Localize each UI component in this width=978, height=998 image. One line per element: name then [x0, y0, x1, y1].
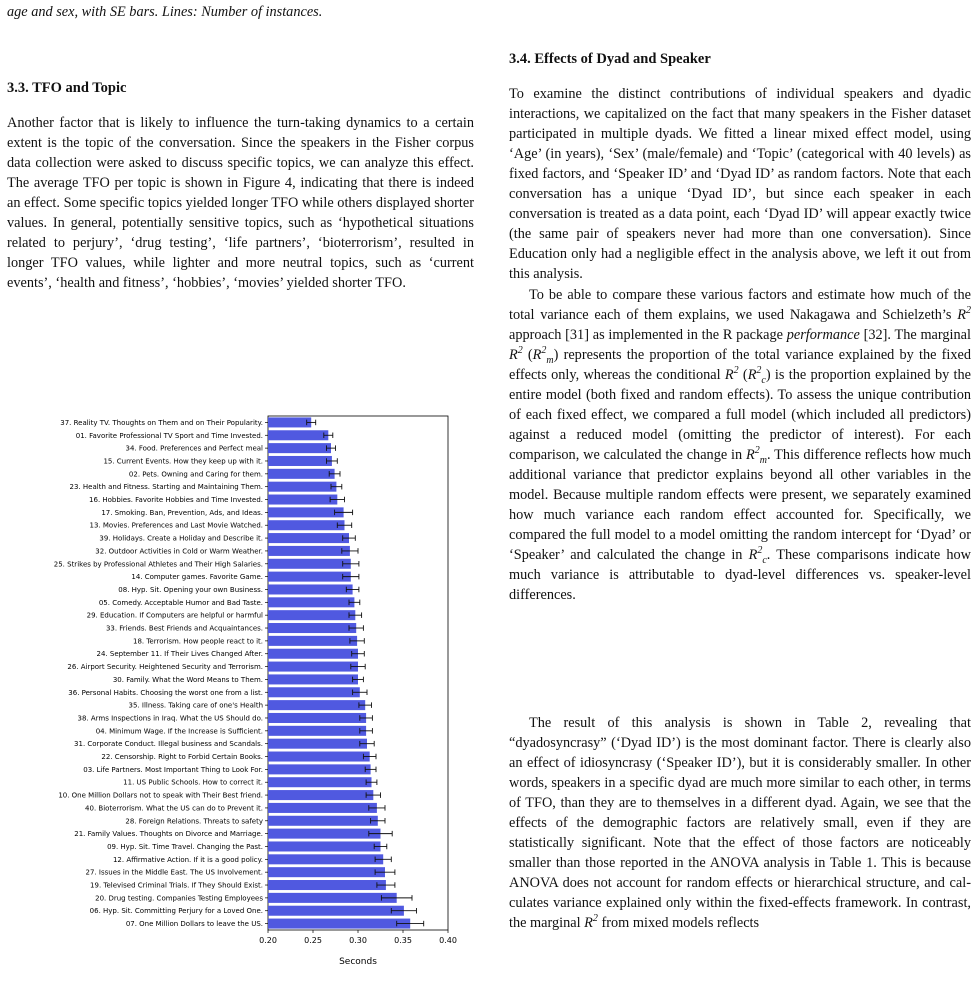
- bar: [268, 507, 344, 517]
- package-name: performance: [786, 327, 860, 343]
- bar: [268, 777, 372, 787]
- bar: [268, 906, 404, 916]
- bar: [268, 713, 366, 723]
- bar: [268, 533, 349, 543]
- bar: [268, 893, 397, 903]
- x-tick-label: 0.25: [304, 936, 322, 945]
- paragraph-dyad-speaker-3: [509, 713, 971, 933]
- bar: [268, 867, 385, 877]
- category-label: 01. Favorite Professional TV Sport and Time Invested.: [75, 431, 263, 440]
- category-label: 38. Arms Inspections in Iraq. What the US Should do.: [77, 714, 263, 723]
- r2-symbol-marginal: $R^2$: [509, 345, 523, 363]
- category-label: 25. Strikes by Professional Athletes and Their High Salaries.: [53, 560, 263, 569]
- category-label: 19. Televised Criminal Trials. If They Should Exist.: [90, 881, 263, 890]
- category-label: 40. Bioterrorism. What the US can do to Prevent it.: [85, 804, 263, 813]
- category-label: 12. Affirmative Action. If it is a good policy.: [112, 855, 263, 864]
- paragraph-dyad-speaker-2: To be able to compare these various factors and estimate how much of the total variance each of them explains, we used Nakagawa and Schielzeth’s $R^2$ approach [31] as implemented in the R package performance [32]. The marginal $R^2$ $(R^2_m)$ represents the proportion of the total variance explained by the fixed effects only, whereas the conditional $R^2$ $(R^2_c)$ is the proportion explained by the entire model (both fixed and random effects). To assess the unique contribution of each fixed effect, we compared a full model (which included all predictors) against a reduced model (omitting the predictor of interest). For each comparison, we calculated the change in $R^2_m$. This difference reflects how much additional variance that predictor explains beyond all other variables in the model. Because multiple random effects were present, we separately examined how much variance each random effect accounted for. Specifically, we compared the full model to a model omitting the random intercept for ‘Dyad’ or ‘Speaker’ and calculated the change in $R^2_c$. These comparisons indicate how much variance is attributable to dyad-level differences vs. speaker-level differences.: [509, 287, 971, 603]
- category-label: 21. Family Values. Thoughts on Divorce and Marriage.: [74, 830, 263, 839]
- bar: [268, 469, 335, 479]
- category-label: 17. Smoking. Ban, Prevention, Ads, and Ideas.: [101, 508, 263, 517]
- plot-frame: [268, 416, 448, 930]
- r2-symbol: $R^2$: [957, 305, 971, 323]
- category-label: 32. Outdoor Activities in Cold or Warm Weather.: [95, 547, 263, 556]
- category-label: 23. Health and Fitness. Starting and Maintaining Them.: [69, 483, 263, 492]
- bar: [268, 726, 366, 736]
- p2-text-f: . This difference reflects how much additional variance that predictor explains beyond all other variables in the model. Because multiple random effects were present, we separately examined how much variance each random effect accounted for. Specifically, we compared the full model to a model omitting the random intercept for ‘Dyad’ or ‘Speaker’ and calculated the change in: [509, 447, 971, 563]
- bar: [268, 546, 350, 556]
- category-label: 20. Drug testing. Companies Testing Employees: [95, 894, 263, 903]
- tfo-by-topic-bar-chart: [0, 398, 490, 998]
- category-label: 37. Reality TV. Thoughts on Them and on Their Popularity.: [60, 418, 263, 427]
- bar: [268, 559, 351, 569]
- bar: [268, 495, 337, 505]
- bar: [268, 674, 358, 684]
- p3-tail: from mixed models reflects: [597, 915, 760, 931]
- p2-text-b: approach [31] as implemented in the R package: [509, 327, 787, 343]
- category-label: 18. Terrorism. How people react to it.: [132, 637, 263, 646]
- bar: [268, 803, 377, 813]
- bar: [268, 482, 336, 492]
- bar: [268, 764, 371, 774]
- bar: [268, 841, 381, 851]
- bar: [268, 752, 370, 762]
- r2m-symbol-tail: $R^2$: [584, 913, 598, 931]
- bar: [268, 430, 328, 440]
- category-label: 13. Movies. Preferences and Last Movie Watched.: [89, 521, 263, 530]
- x-tick-label: 0.20: [259, 936, 277, 945]
- bar: [268, 687, 360, 697]
- bar: [268, 456, 332, 466]
- category-labels-group: [54, 419, 268, 928]
- bar: [268, 610, 355, 620]
- bar: [268, 880, 386, 890]
- category-label: 33. Friends. Best Friends and Acquaintances.: [105, 624, 263, 633]
- p2-text-e: is the proportion explained by the entire model (both fixed and random effects). To assess the unique contribution of each fixed effect, we compared a full model (which included all predictors) against a reduced model (omitting the predictor of interest). For each comparison, we calculated the change in: [509, 367, 971, 463]
- category-label: 30. Family. What the Word Means to Them.: [112, 675, 263, 684]
- category-label: 28. Foreign Relations. Threats to safety: [125, 817, 263, 826]
- bar: [268, 636, 357, 646]
- bar: [268, 520, 345, 530]
- x-axis-label: Seconds: [339, 957, 377, 967]
- bar: [268, 417, 311, 427]
- bar: [268, 623, 356, 633]
- category-label: 09. Hyp. Sit. Time Travel. Changing the Past.: [107, 842, 263, 851]
- x-tick-label: 0.40: [439, 936, 457, 945]
- bar: [268, 790, 373, 800]
- category-label: 39. Holidays. Create a Holiday and Describe it.: [99, 534, 263, 543]
- paragraph-dyad-speaker-1: To examine the distinct contributions of individual speakers and dyadic interactions, we capitalized on the fact that many speakers in the Fisher dataset participated in multiple dyads. We fitted a linear mixed effect model, using ‘Age’ (in years), ‘Sex’ (male/female) and ‘Topic’ (categorical with 40 levels) as fixed factors, and ‘Speaker ID’ and ‘Dyad ID’ as random factors. Note that each conversation has a unique ‘Dyad ID’, but since each speaker in each conversation is treated as a data point, each ‘Dyad ID’ will appear exactly twice (the same pair of speakers never had more than one conversation). Since Education only had a negligible effect in the analysis above, we left it out from this analysis.: [509, 86, 971, 282]
- p2-text-c: [32]. The marginal: [859, 327, 971, 343]
- p2-text-g: . These comparisons indicate how much variance is attributable to dyad-level differences vs. speaker-level differences.: [509, 547, 971, 603]
- category-label: 26. Airport Security. Heightened Security and Terrorism.: [67, 663, 263, 672]
- category-label: 22. Censorship. Right to Forbid Certain Books.: [101, 753, 263, 762]
- category-label: 04. Minimum Wage. If the Increase is Sufficient.: [95, 727, 263, 736]
- category-label: 27. Issues in the Middle East. The US Involvement.: [85, 868, 263, 877]
- x-tick-label: 0.35: [394, 936, 412, 945]
- bar: [268, 700, 365, 710]
- r2m-symbol-change: $R^2_m$: [745, 445, 767, 466]
- bar: [268, 584, 353, 594]
- category-label: 02. Pets. Owning and Caring for them.: [128, 470, 263, 479]
- category-label: 03. Life Partners. Most Important Thing to Look For.: [83, 765, 263, 774]
- category-label: 31. Corporate Conduct. Illegal business and Scandals.: [74, 740, 263, 749]
- r2c-symbol: $R^2_c$: [747, 365, 766, 386]
- bar: [268, 919, 410, 929]
- p2-text-d: represents the proportion of the total variance explained by the fixed effects only, whereas the conditional: [509, 347, 971, 383]
- r2-symbol-conditional: $R^2$: [724, 365, 739, 383]
- figure-caption-tail: age and sex, with SE bars. Lines: Number of instances.: [7, 4, 323, 20]
- bar: [268, 443, 331, 453]
- category-label: 10. One Million Dollars not to speak with Their Best friend.: [58, 791, 263, 800]
- section-heading-tfo-topic: 3.3. TFO and Topic: [7, 80, 127, 96]
- p2-text-a: To be able to compare these various factors and estimate how much of the total variance each of them explains, we used Nakagawa and Schielzeth’s: [509, 287, 971, 323]
- bar: [268, 572, 351, 582]
- x-tick-label: 0.30: [349, 936, 367, 945]
- r2c-symbol-change: $R^2_c$: [748, 545, 767, 566]
- category-label: 36. Personal Habits. Choosing the worst one from a list.: [68, 688, 263, 697]
- r2m-symbol: $R^2_m$: [532, 345, 554, 366]
- x-axis: [259, 930, 457, 945]
- bar: [268, 854, 383, 864]
- bar: [268, 649, 358, 659]
- p3-text: The result of this analysis is shown in Table 2, revealing that “dyadosyncrasy” (‘Dyad ID’) is the most dominant factor. There is clearly also an effect of idiosyncrasy (‘Speaker ID’), but it is considerably smaller. In other words, speakers in a specific dyad are much more similar to each other, in terms of TFO, than they are to themselves in a different dyad. Again, we see that the effects of the demographic factors are relatively small, even if they are statistically significant. Note that the effect of those factors are noticeably smaller than those reported in the ANOVA analysis in Table 1. This is because ANOVA does not account for random effects or hierarchical structure, and calculates variance explained only within the fixed-effects framework. In contrast, the marginal: [509, 715, 971, 931]
- category-label: 24. September 11. If Their Lives Changed After.: [96, 650, 263, 659]
- bar: [268, 597, 354, 607]
- category-label: 11. US Public Schools. How to correct it.: [123, 778, 263, 787]
- category-label: 16. Hobbies. Favorite Hobbies and Time Invested.: [89, 496, 263, 505]
- category-label: 35. Illness. Taking care of one's Health: [128, 701, 263, 710]
- bar: [268, 816, 378, 826]
- category-label: 05. Comedy. Acceptable Humor and Bad Taste.: [98, 598, 263, 607]
- category-label: 06. Hyp. Sit. Committing Perjury for a Loved One.: [89, 907, 263, 916]
- category-label: 29. Education. If Computers are helpful or harmful: [86, 611, 263, 620]
- bar: [268, 739, 367, 749]
- category-label: 34. Food. Preferences and Perfect meal: [125, 444, 263, 453]
- category-label: 14. Computer games. Favorite Game.: [131, 573, 263, 582]
- bar: [268, 662, 358, 672]
- category-label: 07. One Million Dollars to leave the US.: [125, 920, 263, 929]
- paragraph-tfo-topic: Another factor that is likely to influence the turn-taking dynamics to a certain extent is the topic of the conversation. Since the speakers in the Fisher corpus data collection were asked to discuss specific topics, we can analyze this effect. The average TFO per topic is shown in Figure 4, indicating that there is indeed an effect. Some specific topics yielded longer TFO while others displayed shorter values. In general, potentially sensitive topics, such as ‘hypothetical situations related to perjury’, ‘drug testing’, ‘life partners’, ‘bioterrorism’, resulted in longer TFO values, while lighter and more neutral topics, such as ‘current events’, ‘health and fitness’, ‘hobbies’, ‘movies’ yielded shorter TFO.: [7, 115, 474, 291]
- bars-group: [268, 417, 424, 928]
- section-heading-dyad-speaker: 3.4. Effects of Dyad and Speaker: [509, 51, 711, 67]
- category-label: 08. Hyp. Sit. Opening your own Business.: [118, 585, 263, 594]
- bar: [268, 829, 381, 839]
- category-label: 15. Current Events. How they keep up with it.: [103, 457, 263, 466]
